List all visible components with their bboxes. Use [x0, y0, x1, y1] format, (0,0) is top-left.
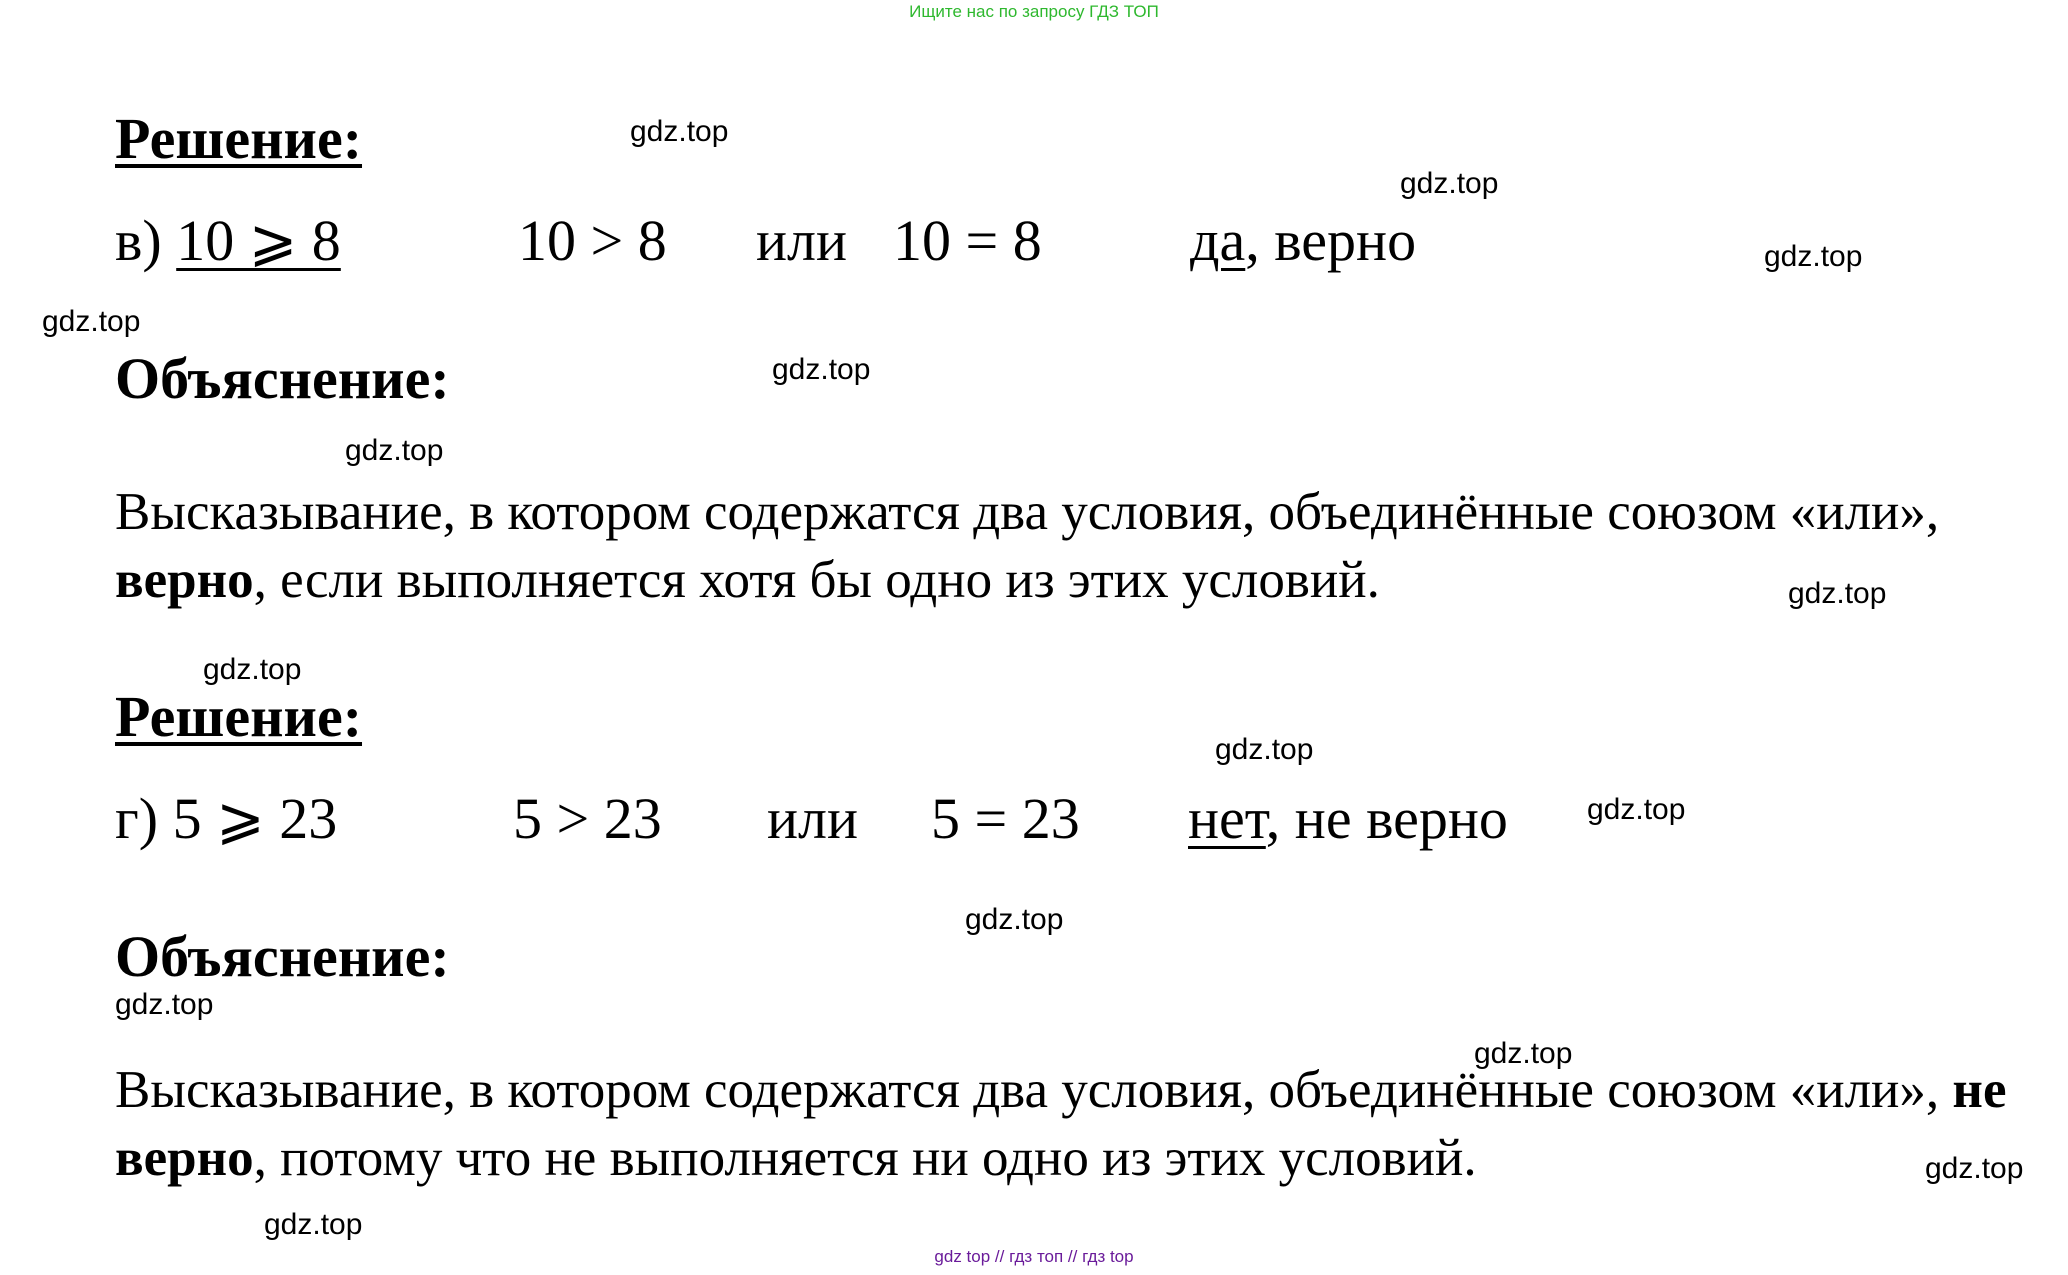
explanation-heading-2: Объяснение: [115, 924, 450, 989]
condition-1: 5 > 23 [513, 786, 662, 851]
explanation-paragraph-2 [115, 1056, 2015, 1192]
watermark: gdz.top [115, 988, 214, 1021]
watermark: gdz.top [264, 1208, 363, 1241]
watermark: gdz.top [345, 434, 444, 467]
answer-word: да [1190, 208, 1246, 273]
statement: 5 ⩾ 23 [172, 786, 338, 851]
watermark: gdz.top [1474, 1037, 1573, 1070]
explanation-paragraph-1 [115, 478, 2015, 614]
para-bold: верно [115, 551, 254, 609]
para-bold: не верно [115, 1061, 2007, 1187]
footer: gdz top // гдз топ // гдз top [934, 1247, 1134, 1266]
watermark: gdz.top [42, 305, 141, 338]
watermark: gdz.top [1925, 1152, 2024, 1185]
watermark: gdz.top [1400, 167, 1499, 200]
para-text: Высказывание, в котором содержатся два условия, объединённые союзом «или», [115, 1061, 1953, 1119]
answer [1176, 208, 1417, 273]
watermark: gdz.top [203, 653, 302, 686]
para-text: Высказывание, в котором содержатся два условия, объединённые союзом «или», [115, 483, 1940, 541]
solution-line-1 [115, 208, 341, 273]
watermark: gdz.top [1587, 793, 1686, 826]
watermark: gdz.top [1764, 240, 1863, 273]
answer-rest: , не верно [1265, 786, 1508, 851]
top-banner: Ищите нас по запросу ГДЗ ТОП [909, 2, 1159, 21]
answer-word: нет [1188, 786, 1266, 851]
watermark: gdz.top [1788, 577, 1887, 610]
statement: 10 ⩾ 8 [176, 208, 341, 273]
solution-heading-1: Решение: [115, 106, 363, 171]
watermark: gdz.top [630, 115, 729, 148]
para-text: , если выполняется хотя бы одно из этих условий. [253, 551, 1380, 609]
condition-2: 10 = 8 [893, 208, 1042, 273]
item-label: г) [115, 786, 159, 851]
condition-1: 10 > 8 [518, 208, 667, 273]
solution-line-2 [115, 786, 338, 851]
para-text: , потому что не выполняется ни одно из этих условий. [253, 1129, 1477, 1187]
connector-or: или [767, 786, 859, 851]
item-label: в) [115, 208, 162, 273]
explanation-heading-1: Объяснение: [115, 346, 450, 411]
condition-2: 5 = 23 [931, 786, 1080, 851]
watermark: gdz.top [965, 903, 1064, 936]
watermark: gdz.top [772, 353, 871, 386]
answer [1188, 786, 1508, 851]
watermark: gdz.top [1215, 733, 1314, 766]
answer-rest: , верно [1245, 208, 1417, 273]
connector-or: или [756, 208, 848, 273]
solution-heading-2: Решение: [115, 684, 363, 749]
